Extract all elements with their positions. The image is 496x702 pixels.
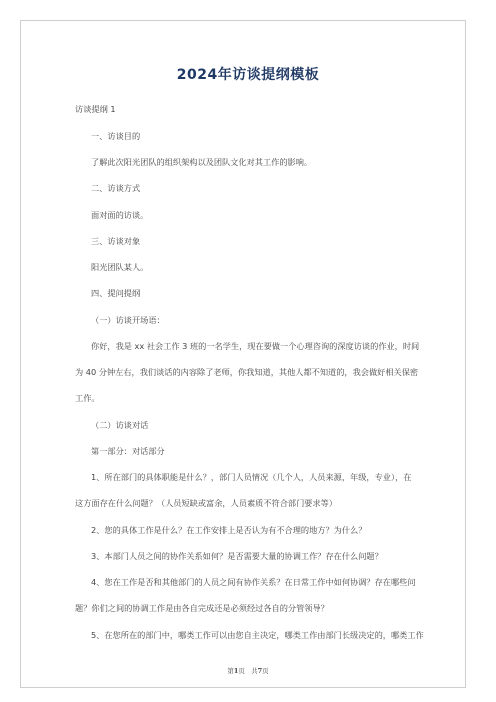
footer-total-prefix: 共 xyxy=(251,667,258,675)
footer-total-suffix: 页 xyxy=(262,667,269,675)
paragraph-line: 了解此次阳光团队的组织架构以及团队文化对其工作的影响。 xyxy=(91,157,313,167)
question-line: 1、所在部门的具体职能是什么？，部门人员情况（几个人，人员来源，年级，专业），在 xyxy=(91,472,412,482)
subsection-heading: （一）访谈开场语： xyxy=(91,315,165,325)
footer-page-prefix: 第 xyxy=(227,667,234,675)
footer-page-number: 1 xyxy=(233,667,239,675)
page-footer xyxy=(0,666,496,675)
question-line: 2、您的具体工作是什么？在工作安排上是否认为有不合理的地方？为什么？ xyxy=(91,525,367,535)
question-line: 4、您在工作是否和其他部门的人员之间有协作关系？在日常工作中如何协调？存在哪些问 xyxy=(91,577,416,587)
paragraph-line: 你好，我是 xx 社会工作 3 班的一名学生，现在要做一个心理咨询的深度访谈的作业，时间 xyxy=(91,341,420,351)
paragraph-line: 第一部分：对话部分 xyxy=(91,446,165,456)
section-heading: 二、访谈方式 xyxy=(91,183,141,193)
question-line: 题？你们之间的协调工作是由各自完成还是必须经过各自的分管领导？ xyxy=(75,603,329,613)
question-line: 这方面存在什么问题？（人员短缺或富余，人员素质不符合部门要求等） xyxy=(75,498,338,508)
paragraph-line: 为 40 分钟左右，我们谈话的内容除了老师，你我知道，其他人都不知道的，我会做好相关保密 xyxy=(75,367,419,377)
question-line: 5、在您所在的部门中，哪类工作可以由您自主决定，哪类工作由部门长级决定的，哪类工作 xyxy=(91,630,424,640)
paragraph-line: 工作。 xyxy=(75,393,100,403)
section-heading: 四、提问提纲 xyxy=(91,288,141,298)
subsection-heading: （二）访谈对话 xyxy=(91,420,149,430)
paragraph-line: 面对面的访谈。 xyxy=(91,210,149,220)
paragraph-line: 阳光团队某人。 xyxy=(91,262,149,272)
footer-page-suffix: 页 xyxy=(238,667,245,675)
section-heading: 一、访谈目的 xyxy=(91,131,141,141)
document-title: 2024年访谈提纲模板 xyxy=(176,67,320,83)
footer-total-number: 7 xyxy=(257,667,263,675)
section-heading: 访谈提纲 1 xyxy=(75,104,116,114)
section-heading: 三、访谈对象 xyxy=(91,236,141,246)
question-line: 3、本部门人员之间的协作关系如何？是否需要大量的协调工作？存在什么问题？ xyxy=(91,551,383,561)
